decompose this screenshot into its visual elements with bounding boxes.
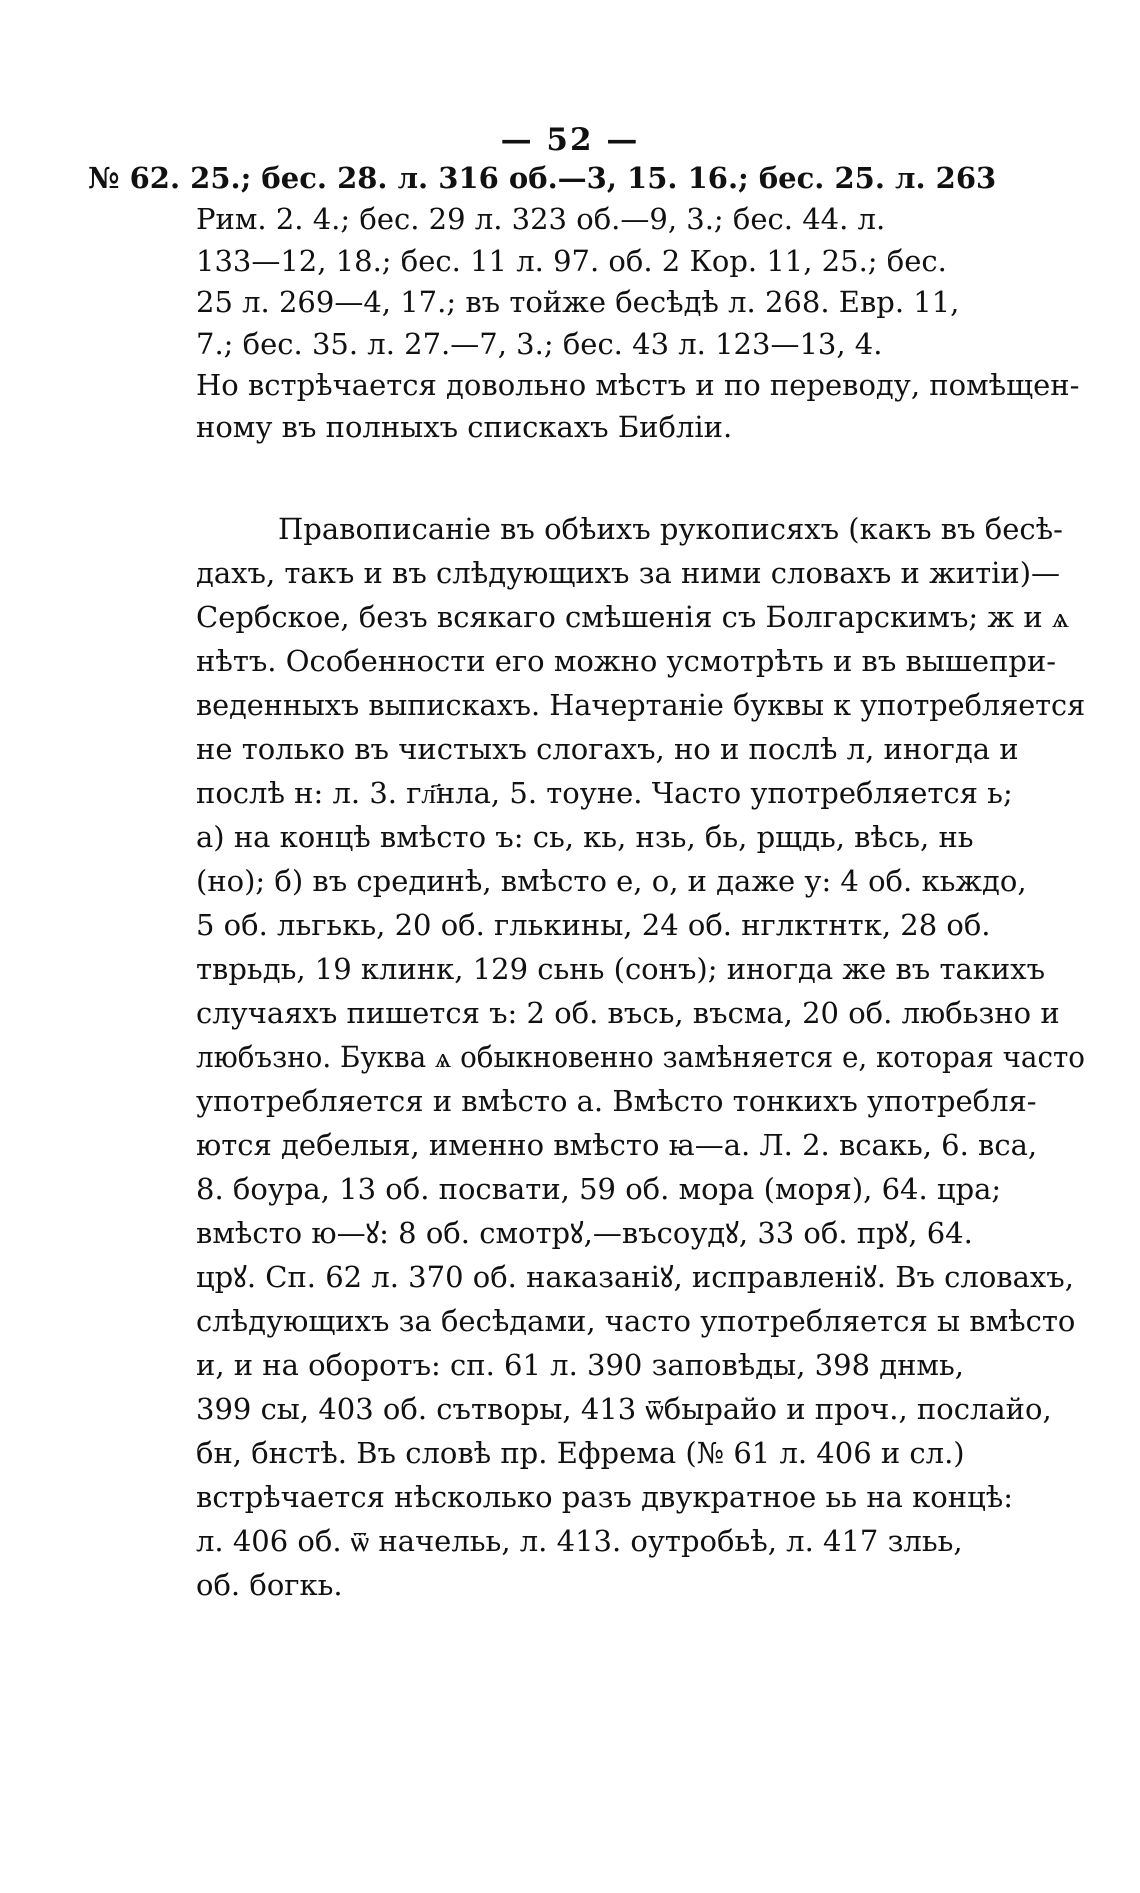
- text-line: Сербское, безъ всякаго смѣшенія съ Болгарскимъ; ж и ѧ: [196, 600, 1069, 634]
- text-line: л. 406 об. ѿ начельь, л. 413. оутробьѣ, л. 417 зльь,: [196, 1524, 963, 1558]
- text-line: 8. боура, 13 об. посвати, 59 об. мора (моря), 64. цра;: [196, 1172, 1002, 1206]
- text-line: употребляется и вмѣсто а. Вмѣсто тонкихъ употребля-: [196, 1084, 1037, 1118]
- text-line: слѣдующихъ за бесѣдами, часто употребляется ы вмѣсто: [196, 1304, 1076, 1338]
- text-line: 5 об. льгькь, 20 об. глькины, 24 об. нглктнтк, 28 об.: [196, 908, 991, 942]
- text-line: тврьдь, 19 клинк, 129 сьнь (сонъ); иногда же въ такихъ: [196, 952, 1046, 986]
- text-line: 399 сы, 403 об. сътворы, 413 ѿбырайо и проч., послайо,: [196, 1392, 1052, 1426]
- text-line: веденныхъ выпискахъ. Начертаніе буквы к употребляется: [196, 688, 1086, 722]
- text-line: не только въ чистыхъ слогахъ, но и послѣ л, иногда и: [196, 732, 1019, 766]
- text-line: Правописаніе въ обѣихъ рукописяхъ (какъ въ бесѣ-: [278, 512, 1063, 546]
- text-line: Но встрѣчается довольно мѣстъ и по переводу, помѣщен-: [196, 368, 1080, 402]
- text-line: нѣтъ. Особенности его можно усмотрѣть и въ вышепри-: [196, 644, 1057, 678]
- text-line: 7.; бес. 35. л. 27.—7, 3.; бес. 43 л. 123—13, 4.: [196, 327, 883, 361]
- text-line: 133—12, 18.; бес. 11 л. 97. об. 2 Кор. 11, 25.; бес.: [196, 244, 947, 278]
- text-line: ются дебелыя, именно вмѣсто ꙗ—а. Л. 2. всакь, 6. вса,: [196, 1128, 1038, 1162]
- text-line: и, и на оборотъ: сп. 61 л. 390 заповѣды, 398 днмь,: [196, 1348, 964, 1382]
- page-number: — 52 —: [500, 122, 640, 158]
- text-line: случаяхъ пишется ъ: 2 об. въсь, въсма, 20 об. любьзно и: [196, 996, 1060, 1030]
- text-line: послѣ н: л. 3. гл҃нла, 5. тоуне. Часто употребляется ь;: [196, 776, 1013, 810]
- text-line: Рим. 2. 4.; бес. 29 л. 323 об.—9, 3.; бес. 44. л.: [196, 202, 886, 236]
- text-line: црꙋ. Сп. 62 л. 370 об. наказаніꙋ, исправленіꙋ. Въ словахъ,: [196, 1260, 1074, 1294]
- text-line: 25 л. 269—4, 17.; въ тойже бесѣдѣ л. 268. Евр. 11,: [196, 285, 960, 319]
- text-line: № 62. 25.; бес. 28. л. 316 об.—3, 15. 16.; бес. 25. л. 263: [88, 161, 997, 195]
- text-line: любъзно. Буква ѧ обыкновенно замѣняется е, которая часто: [196, 1040, 1086, 1074]
- text-line: а) на концѣ вмѣсто ъ: сь, кь, нзь, бь, рщдь, вѣсь, нь: [196, 820, 974, 854]
- text-line: вмѣсто ю—ꙋ: 8 об. смотрꙋ,—въсоудꙋ, 33 об. прꙋ, 64.: [196, 1216, 973, 1250]
- text-line: встрѣчается нѣсколько разъ двукратное ьь на концѣ:: [196, 1480, 1013, 1514]
- text-line: ному въ полныхъ спискахъ Библіи.: [196, 410, 733, 444]
- text-line: (но); б) въ срединѣ, вмѣсто е, о, и даже у: 4 об. кьждо,: [196, 864, 1027, 898]
- text-line: бн, бнстѣ. Въ словѣ пр. Ефрема (№ 61 л. 406 и сл.): [196, 1436, 965, 1470]
- text-line: об. богкь.: [196, 1568, 343, 1602]
- text-line: дахъ, такъ и въ слѣдующихъ за ними словахъ и житіи)—: [196, 556, 1061, 590]
